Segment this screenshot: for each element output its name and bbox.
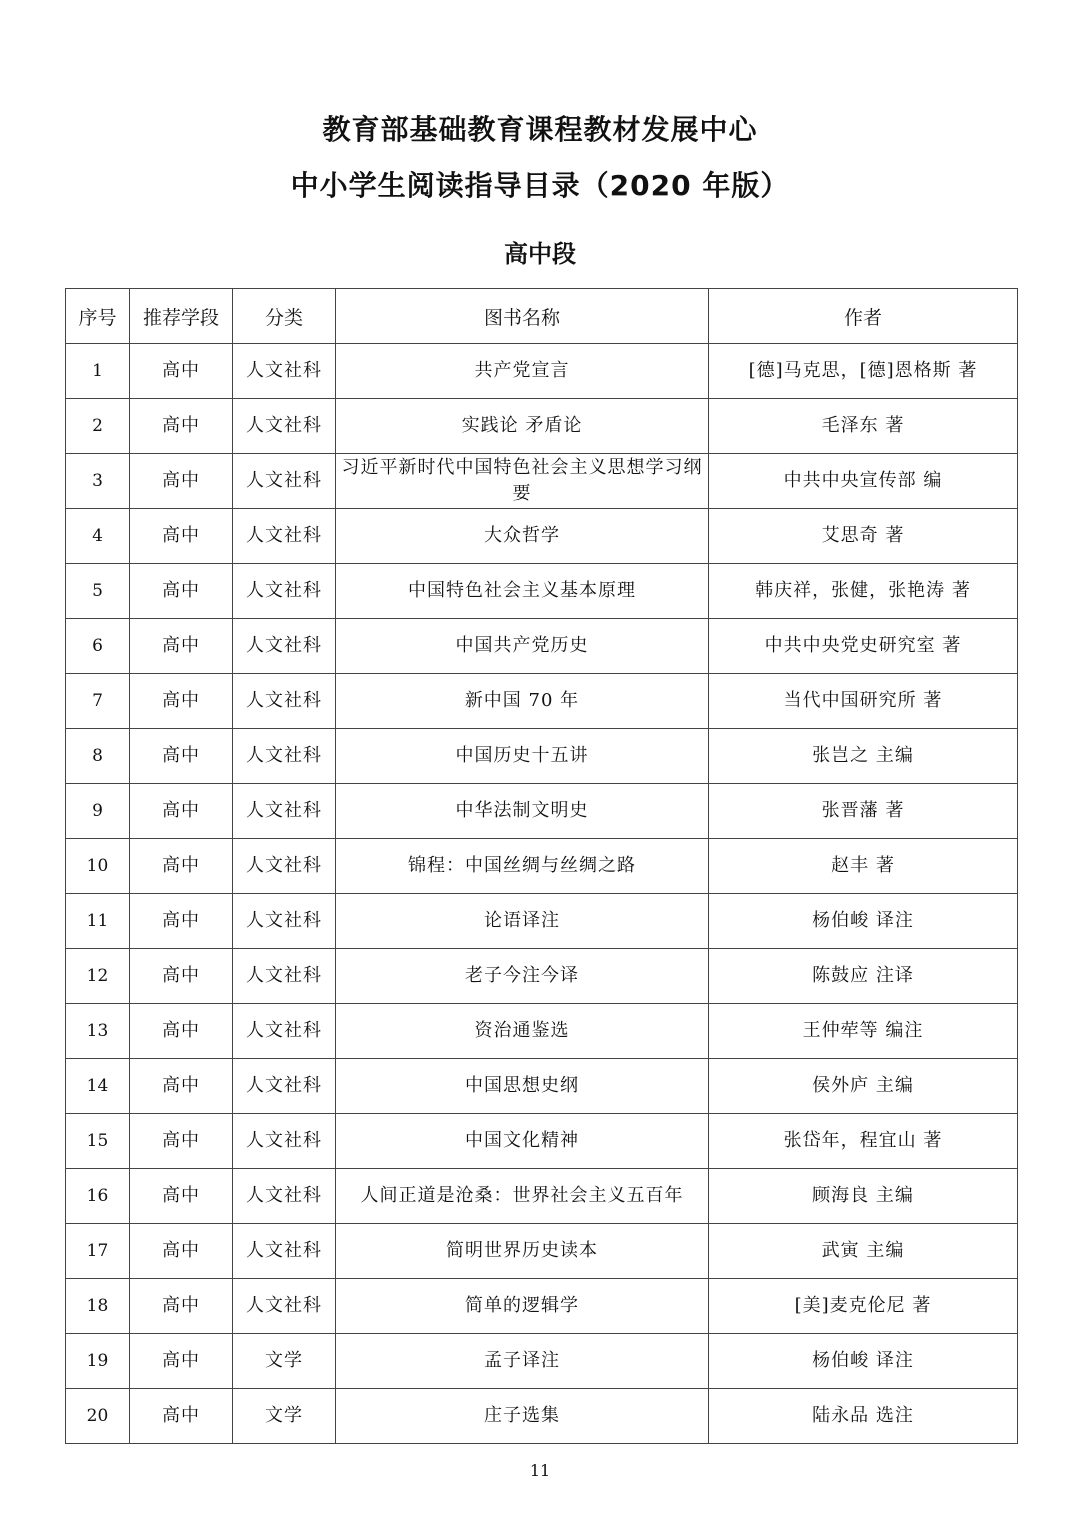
- cell-author: [美]麦克伦尼 著: [709, 1279, 1018, 1334]
- table-header-row: [66, 289, 1018, 344]
- cell-stage: 高中: [130, 1169, 233, 1224]
- cell-book-title: 简明世界历史读本: [336, 1224, 709, 1279]
- cell-number: 17: [66, 1224, 130, 1279]
- cell-stage: 高中: [130, 454, 233, 509]
- cell-author: 陈鼓应 注译: [709, 949, 1018, 1004]
- cell-author: 张晋藩 著: [709, 784, 1018, 839]
- cell-book-title: 锦程：中国丝绸与丝绸之路: [336, 839, 709, 894]
- cell-category: 人文社科: [233, 454, 336, 509]
- cell-book-title: 人间正道是沧桑：世界社会主义五百年: [336, 1169, 709, 1224]
- cell-author: 张岂之 主编: [709, 729, 1018, 784]
- cell-category: 人文社科: [233, 839, 336, 894]
- cell-book-title: 论语译注: [336, 894, 709, 949]
- cell-book-title: 新中国 70 年: [336, 674, 709, 729]
- cell-stage: 高中: [130, 509, 233, 564]
- cell-category: 人文社科: [233, 784, 336, 839]
- table-row: [66, 509, 1018, 564]
- cell-number: 20: [66, 1389, 130, 1444]
- cell-stage: 高中: [130, 729, 233, 784]
- cell-category: 人文社科: [233, 1059, 336, 1114]
- cell-category: 人文社科: [233, 894, 336, 949]
- cell-book-title: 中国共产党历史: [336, 619, 709, 674]
- cell-stage: 高中: [130, 1279, 233, 1334]
- cell-category: 人文社科: [233, 1114, 336, 1169]
- cell-number: 10: [66, 839, 130, 894]
- cell-author: 王仲荦等 编注: [709, 1004, 1018, 1059]
- cell-stage: 高中: [130, 894, 233, 949]
- cell-number: 6: [66, 619, 130, 674]
- table-row: [66, 1224, 1018, 1279]
- cell-category: 人文社科: [233, 729, 336, 784]
- table-row: [66, 839, 1018, 894]
- document-title-line2: 中小学生阅读指导目录（2020 年版）: [290, 169, 790, 202]
- cell-category: 人文社科: [233, 399, 336, 454]
- table-row: [66, 1279, 1018, 1334]
- table-row: [66, 564, 1018, 619]
- cell-author: 侯外庐 主编: [709, 1059, 1018, 1114]
- column-header-category: 分类: [233, 289, 336, 344]
- cell-category: 人文社科: [233, 949, 336, 1004]
- cell-book-title: 老子今注今译: [336, 949, 709, 1004]
- table-row: [66, 674, 1018, 729]
- cell-author: 韩庆祥，张健，张艳涛 著: [709, 564, 1018, 619]
- table-body: [66, 344, 1018, 1444]
- table-row: [66, 784, 1018, 839]
- cell-stage: 高中: [130, 619, 233, 674]
- cell-number: 9: [66, 784, 130, 839]
- cell-category: 人文社科: [233, 619, 336, 674]
- table-row: [66, 1114, 1018, 1169]
- cell-book-title: 中国历史十五讲: [336, 729, 709, 784]
- cell-category: 人文社科: [233, 509, 336, 564]
- cell-author: 顾海良 主编: [709, 1169, 1018, 1224]
- cell-book-title: 中国思想史纲: [336, 1059, 709, 1114]
- cell-author: 中共中央宣传部 编: [709, 454, 1018, 509]
- cell-book-title: 庄子选集: [336, 1389, 709, 1444]
- cell-author: 杨伯峻 译注: [709, 1334, 1018, 1389]
- cell-stage: 高中: [130, 1224, 233, 1279]
- cell-category: 人文社科: [233, 1224, 336, 1279]
- page-number: 11: [529, 1461, 551, 1480]
- cell-number: 16: [66, 1169, 130, 1224]
- column-header-stage: 推荐学段: [130, 289, 233, 344]
- cell-stage: 高中: [130, 1334, 233, 1389]
- cell-book-title: 大众哲学: [336, 509, 709, 564]
- table-row: [66, 1169, 1018, 1224]
- cell-author: 赵丰 著: [709, 839, 1018, 894]
- cell-category: 人文社科: [233, 564, 336, 619]
- document-title-line1: 教育部基础教育课程教材发展中心: [322, 113, 758, 146]
- cell-number: 12: [66, 949, 130, 1004]
- table-row: [66, 454, 1018, 509]
- cell-book-title: 简单的逻辑学: [336, 1279, 709, 1334]
- cell-number: 13: [66, 1004, 130, 1059]
- cell-stage: 高中: [130, 1059, 233, 1114]
- column-header-book-title: 图书名称: [336, 289, 709, 344]
- cell-number: 1: [66, 344, 130, 399]
- cell-number: 18: [66, 1279, 130, 1334]
- cell-author: 武寅 主编: [709, 1224, 1018, 1279]
- cell-author: 中共中央党史研究室 著: [709, 619, 1018, 674]
- column-header-number: 序号: [66, 289, 130, 344]
- cell-stage: 高中: [130, 1389, 233, 1444]
- table-row: [66, 729, 1018, 784]
- cell-stage: 高中: [130, 784, 233, 839]
- cell-book-title: 共产党宣言: [336, 344, 709, 399]
- table-row: [66, 619, 1018, 674]
- cell-number: 8: [66, 729, 130, 784]
- cell-author: 张岱年，程宜山 著: [709, 1114, 1018, 1169]
- cell-number: 3: [66, 454, 130, 509]
- cell-stage: 高中: [130, 564, 233, 619]
- cell-category: 人文社科: [233, 674, 336, 729]
- cell-author: 陆永品 选注: [709, 1389, 1018, 1444]
- cell-stage: 高中: [130, 949, 233, 1004]
- cell-author: 艾思奇 著: [709, 509, 1018, 564]
- cell-number: 11: [66, 894, 130, 949]
- cell-number: 5: [66, 564, 130, 619]
- cell-category: 人文社科: [233, 1169, 336, 1224]
- cell-number: 2: [66, 399, 130, 454]
- cell-category: 人文社科: [233, 344, 336, 399]
- cell-stage: 高中: [130, 1004, 233, 1059]
- cell-book-title: 中华法制文明史: [336, 784, 709, 839]
- cell-number: 19: [66, 1334, 130, 1389]
- table-row: [66, 1059, 1018, 1114]
- cell-author: 当代中国研究所 著: [709, 674, 1018, 729]
- cell-number: 4: [66, 509, 130, 564]
- cell-book-title: 实践论 矛盾论: [336, 399, 709, 454]
- cell-category: 文学: [233, 1389, 336, 1444]
- reading-list-table: [65, 288, 1018, 1444]
- column-header-author: 作者: [709, 289, 1018, 344]
- cell-book-title: 中国文化精神: [336, 1114, 709, 1169]
- cell-category: 文学: [233, 1334, 336, 1389]
- cell-stage: 高中: [130, 674, 233, 729]
- table-row: [66, 894, 1018, 949]
- cell-category: 人文社科: [233, 1279, 336, 1334]
- table-row: [66, 949, 1018, 1004]
- table-row: [66, 1389, 1018, 1444]
- cell-stage: 高中: [130, 839, 233, 894]
- cell-author: [德]马克思，[德]恩格斯 著: [709, 344, 1018, 399]
- table-row: [66, 344, 1018, 399]
- cell-book-title: 资治通鉴选: [336, 1004, 709, 1059]
- cell-book-title: 孟子译注: [336, 1334, 709, 1389]
- table-row: [66, 399, 1018, 454]
- table-row: [66, 1334, 1018, 1389]
- cell-number: 15: [66, 1114, 130, 1169]
- section-heading: 高中段: [504, 240, 576, 268]
- table-row: [66, 1004, 1018, 1059]
- cell-category: 人文社科: [233, 1004, 336, 1059]
- cell-book-title: 习近平新时代中国特色社会主义思想学习纲要: [336, 454, 709, 509]
- cell-number: 7: [66, 674, 130, 729]
- cell-number: 14: [66, 1059, 130, 1114]
- cell-author: 毛泽东 著: [709, 399, 1018, 454]
- cell-stage: 高中: [130, 1114, 233, 1169]
- cell-book-title: 中国特色社会主义基本原理: [336, 564, 709, 619]
- cell-stage: 高中: [130, 399, 233, 454]
- cell-author: 杨伯峻 译注: [709, 894, 1018, 949]
- cell-stage: 高中: [130, 344, 233, 399]
